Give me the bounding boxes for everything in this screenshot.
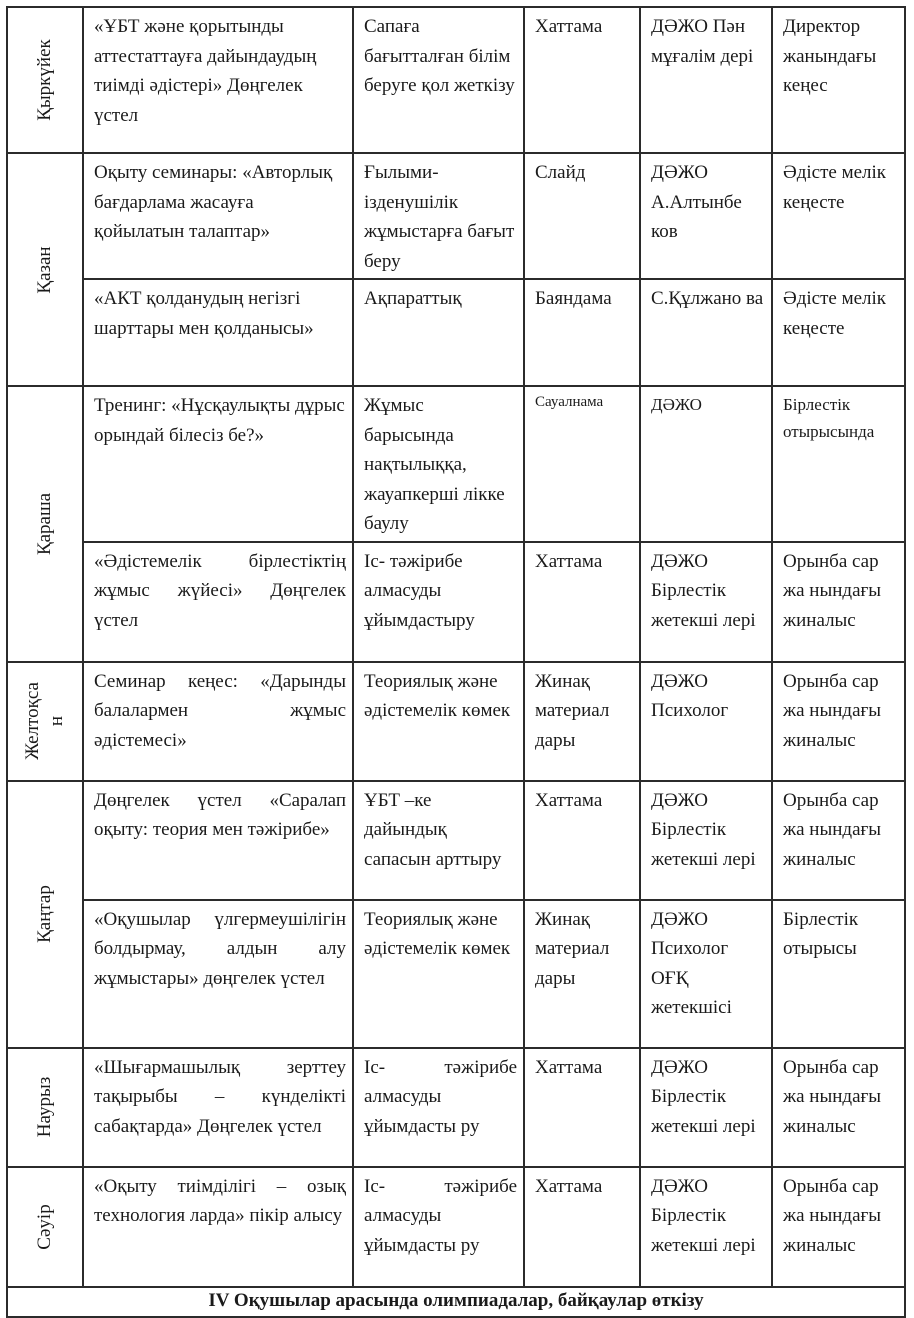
event-cell: «Оқыту тиімділігі – озық технология ларда» пікір алысу	[83, 1167, 353, 1287]
month-cell	[7, 1167, 83, 1287]
venue-cell: Орынба сар жа нындағы жиналыс	[772, 1048, 905, 1167]
goal-cell: Іс- тәжірибе алмасуды ұйымдасты ру	[353, 1048, 524, 1167]
table-row	[7, 386, 905, 542]
goal-cell: Жұмыс барысында нақтылыққа, жауапкерші лікке баулу	[353, 386, 524, 542]
form-cell: Сауалнама	[524, 386, 640, 542]
venue-cell: Әдісте мелік кеңесте	[772, 279, 905, 386]
event-cell: Дөңгелек үстел «Саралап оқыту: теория мен тәжірибе»	[83, 781, 353, 900]
venue-cell: Орынба сар жа нындағы жиналыс	[772, 662, 905, 781]
goal-cell: Іс- тәжірибе алмасуды ұйымдастыру	[353, 542, 524, 662]
table-row	[7, 662, 905, 781]
responsible-cell: ДӘЖО А.Алтынбе ков	[640, 153, 772, 279]
form-cell: Слайд	[524, 153, 640, 279]
responsible-cell: С.Құлжано ва	[640, 279, 772, 386]
form-cell: Хаттама	[524, 542, 640, 662]
responsible-cell: ДӘЖО	[640, 386, 772, 542]
responsible-cell: ДӘЖО Бірлестік жетекші лері	[640, 781, 772, 900]
responsible-cell: ДӘЖО Бірлестік жетекші лері	[640, 542, 772, 662]
month-label: Наурыз	[34, 1076, 55, 1138]
goal-cell: Ақпараттық	[353, 279, 524, 386]
event-cell: «Әдістемелік бірлестіктің жұмыс жүйесі» Дөңгелек үстел	[83, 542, 353, 662]
goal-cell: ҰБТ –ке дайындық сапасын арттыру	[353, 781, 524, 900]
table-row	[7, 279, 905, 386]
responsible-cell: ДӘЖО Бірлестік жетекші лері	[640, 1167, 772, 1287]
month-cell	[7, 662, 83, 781]
event-cell: «ҰБТ және қорытынды аттестаттауға дайындаудың тиімді әдістері» Дөңгелек үстел	[83, 7, 353, 153]
form-cell: Хаттама	[524, 1167, 640, 1287]
event-cell: «Оқушылар үлгермеушілігін болдырмау, алдын алу жұмыстары» дөңгелек үстел	[83, 900, 353, 1048]
responsible-cell: ДӘЖО Бірлестік жетекші лері	[640, 1048, 772, 1167]
month-cell	[7, 153, 83, 386]
month-cell	[7, 1048, 83, 1167]
table-row	[7, 1048, 905, 1167]
table-row	[7, 542, 905, 662]
section-heading: IV Оқушылар арасында олимпиадалар, байқаулар өткізу	[7, 1287, 905, 1317]
month-label: Қараша	[34, 492, 55, 555]
goal-cell: Сапаға бағытталған білім беруге қол жеткізу	[353, 7, 524, 153]
goal-cell: Теориялық және әдістемелік көмек	[353, 662, 524, 781]
month-label: Сәуір	[34, 1203, 55, 1250]
form-cell: Хаттама	[524, 781, 640, 900]
venue-cell: Орынба сар жа нындағы жиналыс	[772, 1167, 905, 1287]
goal-cell: Іс- тәжірибе алмасуды ұйымдасты ру	[353, 1167, 524, 1287]
table-row	[7, 781, 905, 900]
event-cell: Оқыту семинары: «Авторлық бағдарлама жасауға қойылатын талаптар»	[83, 153, 353, 279]
venue-cell: Әдісте мелік кеңесте	[772, 153, 905, 279]
table-row	[7, 1167, 905, 1287]
responsible-cell: ДӘЖО Психолог ОҒҚ жетекшісі	[640, 900, 772, 1048]
venue-cell: Директор жанындағы кеңес	[772, 7, 905, 153]
table-row	[7, 7, 905, 153]
event-cell: «Шығармашылық зерттеу тақырыбы – күнделікті сабақтарда» Дөңгелек үстел	[83, 1048, 353, 1167]
form-cell: Жинақ материал дары	[524, 662, 640, 781]
month-cell	[7, 386, 83, 662]
table-row	[7, 1287, 905, 1317]
form-cell: Хаттама	[524, 7, 640, 153]
event-cell: Тренинг: «Нұсқаулықты дұрыс орындай білесіз бе?»	[83, 386, 353, 542]
venue-cell: Бірлестік отырысында	[772, 386, 905, 542]
month-label: Желтоқса н	[22, 682, 67, 760]
form-cell: Баяндама	[524, 279, 640, 386]
event-cell: Семинар кеңес: «Дарынды балалармен жұмыс әдістемесі»	[83, 662, 353, 781]
month-cell	[7, 781, 83, 1048]
goal-cell: Ғылыми-ізденушілік жұмыстарға бағыт беру	[353, 153, 524, 279]
table-row	[7, 153, 905, 279]
month-label: Қазан	[34, 245, 55, 294]
table-row	[7, 900, 905, 1048]
form-cell: Жинақ материал дары	[524, 900, 640, 1048]
document-page	[6, 6, 904, 1318]
responsible-cell: ДӘЖО Психолог	[640, 662, 772, 781]
responsible-cell: ДӘЖО Пән мұғалім дері	[640, 7, 772, 153]
goal-cell: Теориялық және әдістемелік көмек	[353, 900, 524, 1048]
venue-cell: Бірлестік отырысы	[772, 900, 905, 1048]
form-cell: Хаттама	[524, 1048, 640, 1167]
venue-cell: Орынба сар жа нындағы жиналыс	[772, 542, 905, 662]
venue-cell: Орынба сар жа нындағы жиналыс	[772, 781, 905, 900]
month-cell	[7, 7, 83, 153]
month-label: Қыркүйек	[34, 39, 55, 121]
event-cell: «АКТ қолданудың негізгі шарттары мен қолданысы»	[83, 279, 353, 386]
work-plan-table	[6, 6, 906, 1318]
month-label: Қаңтар	[34, 885, 55, 943]
